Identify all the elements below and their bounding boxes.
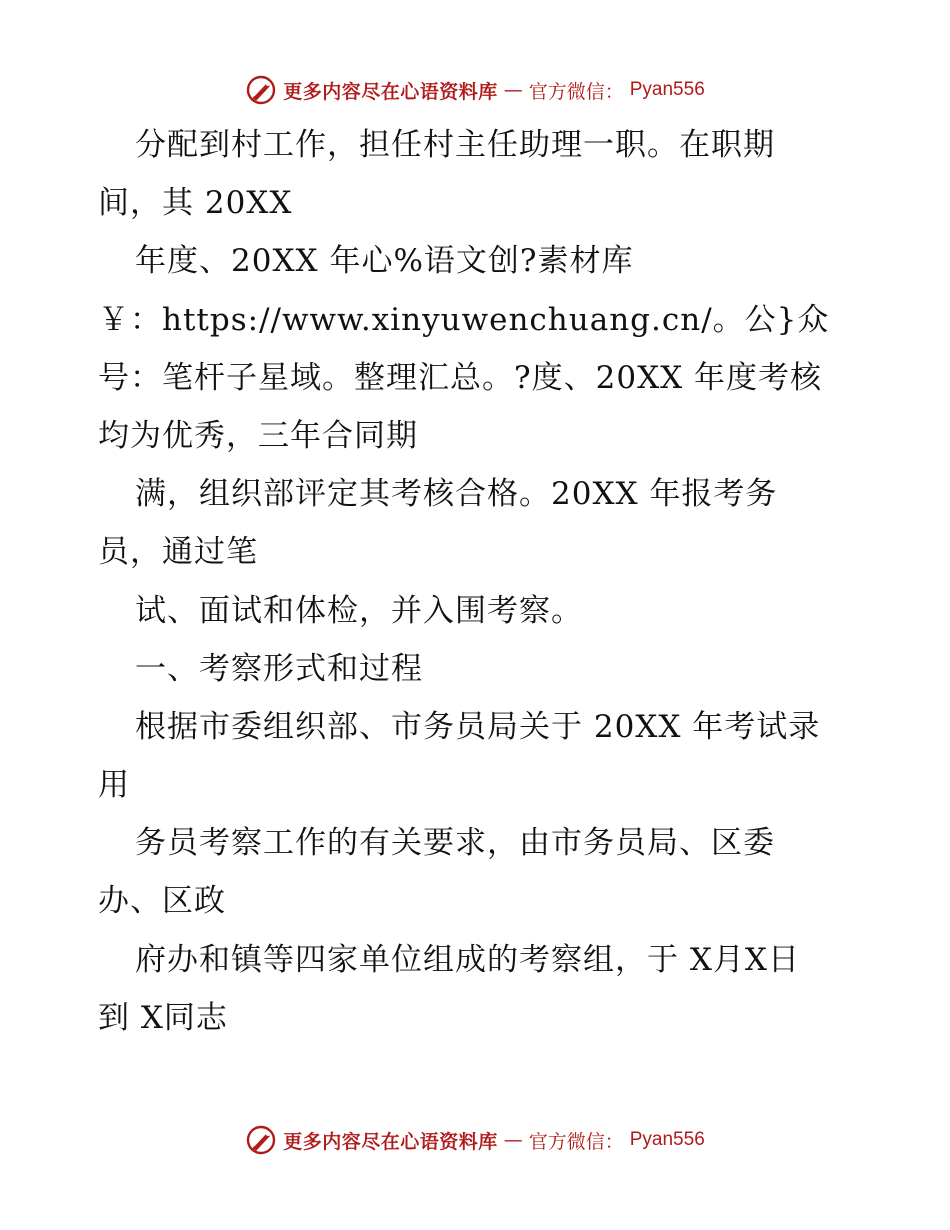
banner-dash: — xyxy=(503,1129,523,1151)
quill-logo-icon xyxy=(245,1124,277,1156)
body-line: ￥：https://www.xinyuwenchuang.cn/。公}众 xyxy=(98,301,830,338)
body-line: 员，通过笔 xyxy=(98,534,258,571)
body-line: 年度、20XX 年心%语文创?素材库 xyxy=(135,243,634,280)
body-line: 务员考察工作的有关要求，由市务员局、区委 xyxy=(135,825,775,862)
body-line: 到 X同志 xyxy=(98,999,228,1036)
section-heading: 一、考察形式和过程 xyxy=(135,650,423,687)
banner-wechat-label: 官方微信： xyxy=(528,80,624,103)
header-banner xyxy=(0,70,950,110)
body-line: 间，其 20XX xyxy=(98,185,293,222)
banner-main-text: 更多内容尽在心语资料库 xyxy=(283,80,498,103)
banner-main-text: 更多内容尽在心语资料库 xyxy=(283,1130,498,1153)
body-line: 根据市委组织部、市务员局关于 20XX 年考试录 xyxy=(135,708,821,745)
document-body xyxy=(98,116,878,1047)
body-line: 号：笔杆子星域。整理汇总。?度、20XX 年度考核 xyxy=(98,359,823,396)
banner-wechat-account: Pyan556 xyxy=(629,1129,705,1150)
body-line: 满，组织部评定其考核合格。20XX 年报考务 xyxy=(135,476,778,513)
body-line: 办、区政 xyxy=(98,883,226,920)
body-line: 均为优秀，三年合同期 xyxy=(98,417,418,454)
quill-logo-icon xyxy=(245,74,277,106)
banner-dash: — xyxy=(503,79,523,101)
body-line: 试、面试和体检，并入围考察。 xyxy=(135,592,583,629)
footer-banner xyxy=(0,1120,950,1160)
banner-wechat-account: Pyan556 xyxy=(629,79,705,100)
body-line: 府办和镇等四家单位组成的考察组，于 X月X日 xyxy=(135,941,800,978)
banner-wechat-label: 官方微信： xyxy=(528,1130,624,1153)
body-line: 用 xyxy=(98,767,130,804)
body-line: 分配到村工作，担任村主任助理一职。在职期 xyxy=(135,127,775,163)
